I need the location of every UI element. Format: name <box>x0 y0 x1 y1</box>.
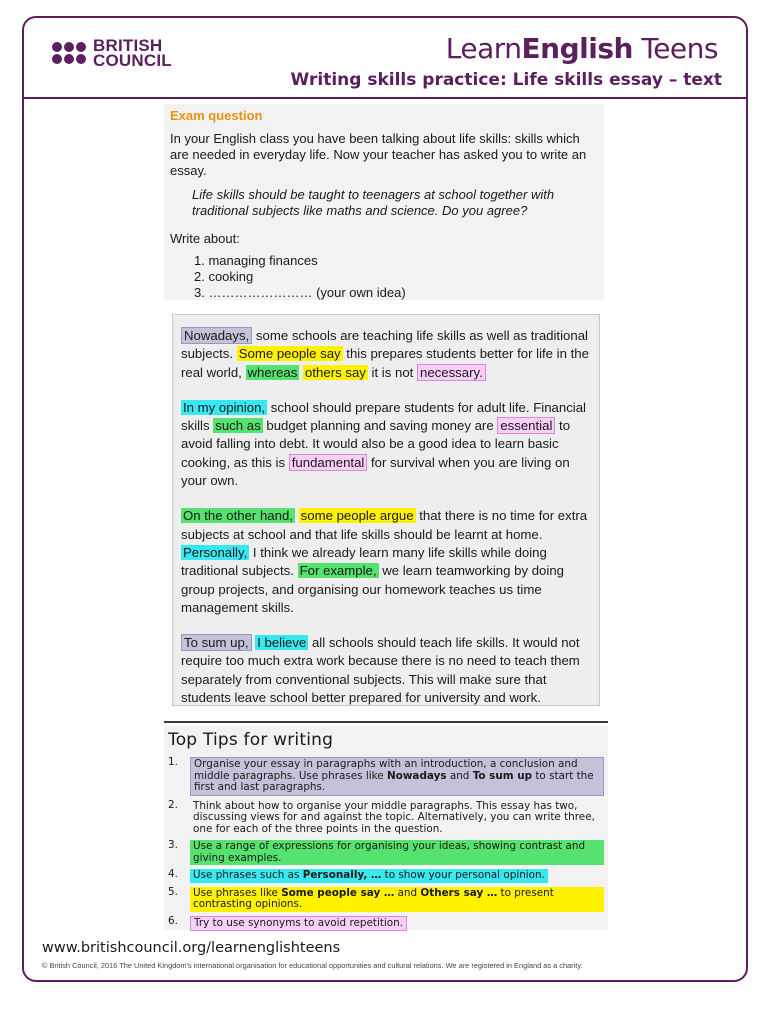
highlight-phrase: Personally, <box>183 544 248 560</box>
highlight-phrase: In my opinion, <box>183 399 266 415</box>
list-item: 3. …………………… (your own idea) <box>194 285 406 300</box>
list-item: 2. cooking <box>194 269 254 284</box>
highlight-phrase: some people argue <box>300 508 414 524</box>
british-council-logo <box>52 38 172 68</box>
essay-paragraph-4: To sum up, I believe all schools should teach life skills. It would not require too much extra work because there is no need to teach them separately from conventional subjects. This will make sure that students leave school better prepared for university and work. <box>181 635 580 706</box>
tips-heading: Top Tips for writing <box>168 730 334 750</box>
exam-quote: Life skills should be taught to teenagers at school together with traditional subjects like maths and science. Do you agree? <box>192 187 555 218</box>
tip-item: 6. Try to use synonyms to avoid repetition. <box>168 916 604 932</box>
logo-dots-icon <box>52 42 86 64</box>
highlight-phrase: such as <box>215 418 261 434</box>
write-about-label: Write about: <box>170 231 240 246</box>
tips-divider <box>164 721 608 723</box>
highlight-phrase: fundamental <box>289 454 368 471</box>
exam-question-label: Exam question <box>170 108 263 123</box>
exam-points-list <box>170 253 598 301</box>
page-title: Writing skills practice: Life skills essay – text <box>290 70 722 90</box>
exam-intro: In your English class you have been talking about life skills: skills which are needed in everyday life. Now your teacher has asked you to write an essay. <box>170 131 587 178</box>
essay-paragraph-1: Nowadays, some schools are teaching life skills as well as traditional subjects. Some people say this prepares students better for life in the real world, whereas others say it is not necessary. <box>181 328 589 380</box>
highlight-phrase: To sum up, <box>181 634 252 651</box>
tip-item: 3. Use a range of expressions for organising your ideas, showing contrast and giving examples. <box>168 840 604 865</box>
essay-text-box <box>172 314 600 706</box>
exam-question-box <box>164 104 604 300</box>
highlight-phrase: Nowadays, <box>181 327 252 344</box>
learnenglish-teens-logo: LearnEnglish Teens <box>445 32 718 65</box>
highlight-phrase: necessary. <box>417 364 486 381</box>
highlight-phrase: On the other hand, <box>183 508 293 524</box>
essay-paragraph-3: On the other hand, some people argue that there is no time for extra subjects at school and that life skills should be learnt at home. Personally, I think we already learn many life skills while doing traditional subjects. For example, we learn teamworking by doing group projects, and organising our homework teaches us time management skills. <box>181 508 588 615</box>
logo-wordmark: BRITISH COUNCIL <box>93 36 172 70</box>
tip-item: 2. Think about how to organise your middle paragraphs. This essay has two, discussing views for and against the topic. Alternatively, you can write three, one for each of the three points in the question. <box>168 798 595 835</box>
highlight-phrase: I believe <box>257 635 307 651</box>
tip-item: 5. Use phrases like Some people say … and Others say … to present contrasting opinions. <box>168 887 604 912</box>
highlight-phrase: whereas <box>247 364 298 380</box>
header-divider <box>22 97 748 99</box>
footer-website-link[interactable]: www.britishcouncil.org/learnenglishteens <box>42 940 341 956</box>
footer-copyright: © British Council, 2016 The United Kingdom's international organisation for educational opportunities and cultural relations. We are registered in England as a charity. <box>42 961 583 970</box>
highlight-phrase: Some people say <box>238 346 341 362</box>
essay-paragraph-2: In my opinion, school should prepare students for adult life. Financial skills such as budget planning and saving money are essential to avoid falling into debt. It would also be a good idea to learn basic cooking, as this is fundamental for survival when you are living on your own. <box>181 399 586 489</box>
list-item: 1. managing finances <box>194 253 318 268</box>
tip-item: 1. Organise your essay in paragraphs with an introduction, a conclusion and middle paragraphs. Use phrases like Nowadays and To sum up to start the first and last paragraphs. <box>168 757 604 796</box>
highlight-phrase: For example, <box>299 563 377 579</box>
highlight-phrase: others say <box>305 364 366 380</box>
top-tips-box <box>164 726 608 930</box>
tip-item: 4. Use phrases such as Personally, … to show your personal opinion. <box>168 869 604 883</box>
highlight-phrase: essential <box>497 417 555 434</box>
